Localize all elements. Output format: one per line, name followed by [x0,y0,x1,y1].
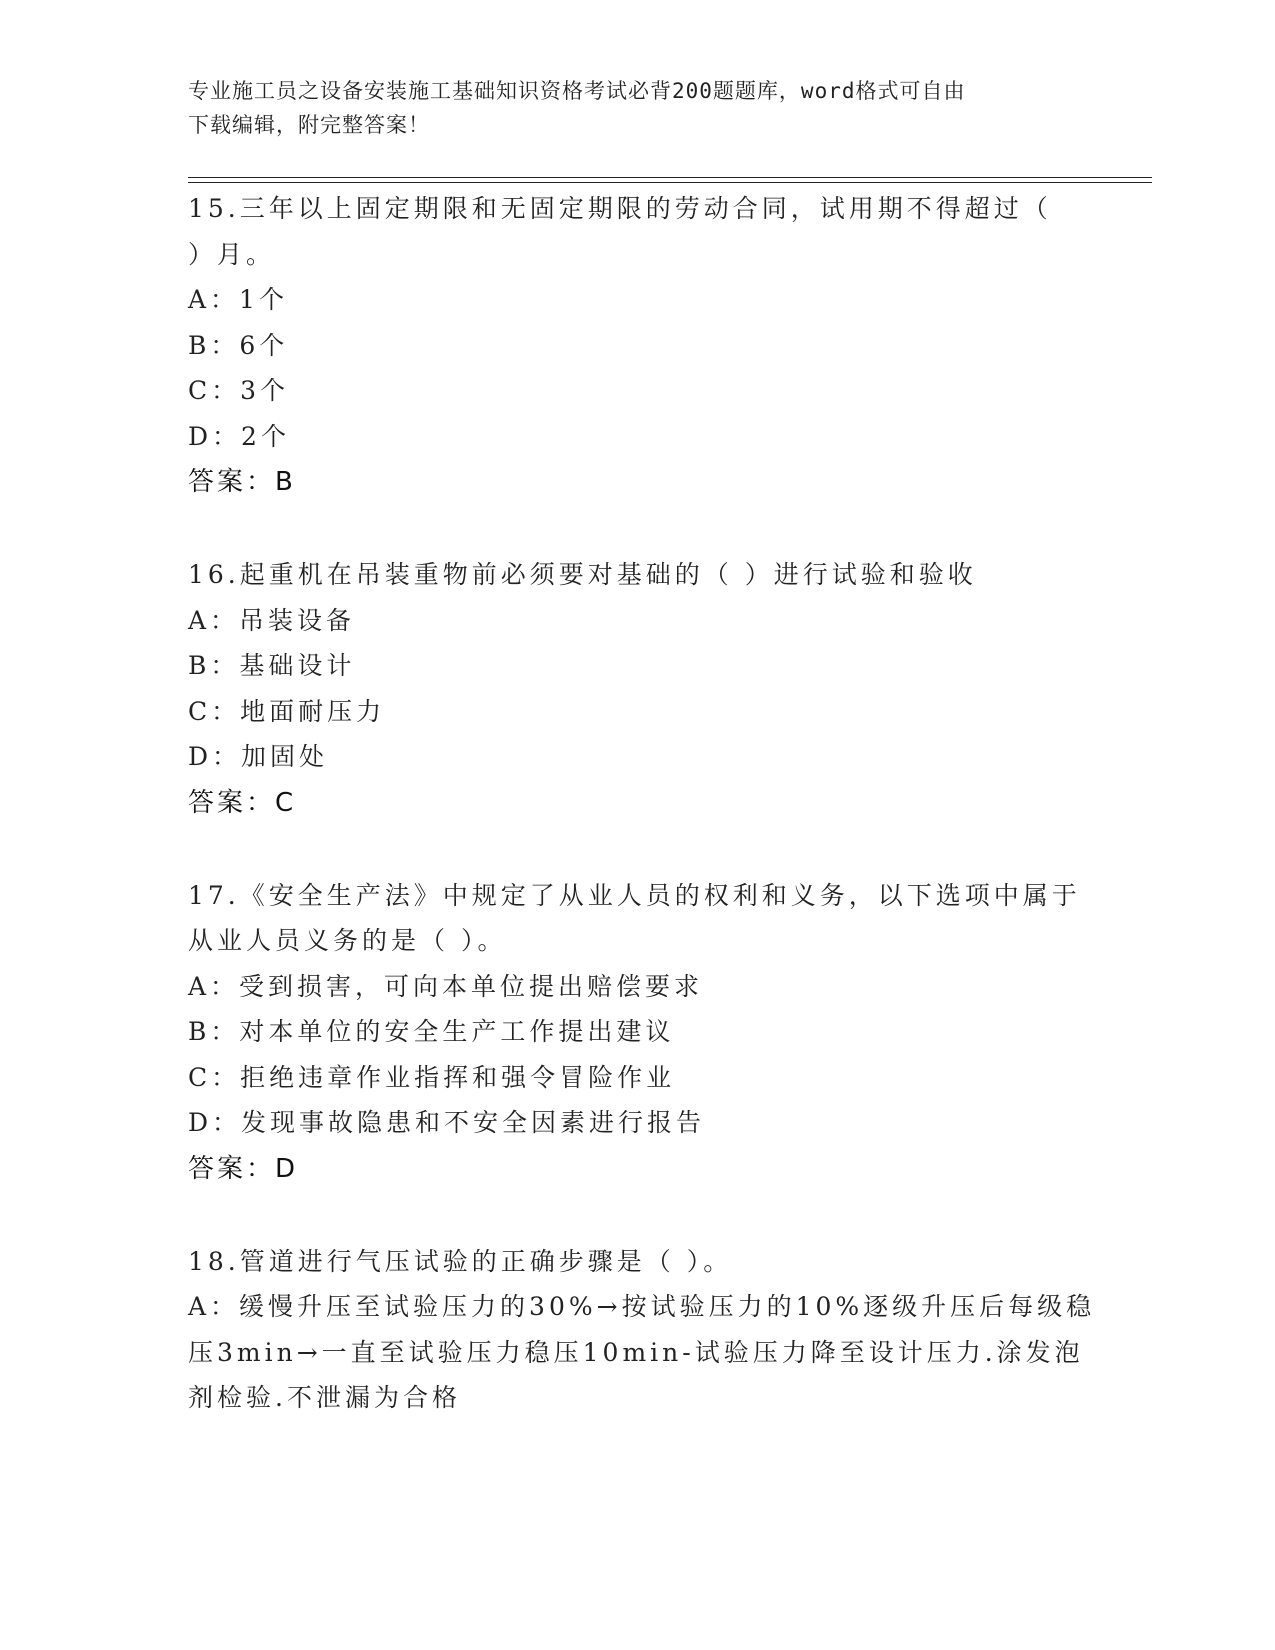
option-a: A：1个 [188,285,288,314]
question-text: 17.《安全生产法》中规定了从业人员的权利和义务，以下选项中属于 [188,880,1081,910]
option-b: B：6个 [188,330,289,360]
document-header [188,74,1068,142]
option-b: B：基础设计 [188,651,356,680]
option-b: B：对本单位的安全生产工作提出建议 [188,1017,675,1046]
answer: 答案：D [188,1153,299,1184]
question-15 [188,186,1088,505]
question-16 [188,552,1088,826]
header-line-1: 专业施工员之设备安装施工基础知识资格考试必背200题题库，word格式可自由 [188,79,966,103]
question-text: ）月。 [188,239,276,269]
question-17 [188,873,1088,1192]
option-a: A：缓慢升压至试验压力的30%→按试验压力的10%逐级升压后每级稳 [188,1292,1096,1321]
option-d: D：加固处 [188,742,329,771]
option-a: A：受到损害，可向本单位提出赔偿要求 [188,971,704,1001]
option-a-continued: 压3min→一直至试验压力稳压10min-试验压力降至设计压力.涂发泡 [188,1337,1084,1367]
option-d: D：发现事故隐患和不安全因素进行报告 [188,1108,706,1137]
option-c: C：3个 [188,376,290,405]
answer: 答案：C [188,787,297,818]
question-text: 16.起重机在吊装重物前必须要对基础的（ ）进行试验和验收 [188,560,977,589]
question-text: 从业人员义务的是（ ）。 [188,926,507,955]
option-c: C：拒绝违章作业指挥和强令冒险作业 [188,1062,676,1092]
option-a: A：吊装设备 [188,605,356,635]
question-list [188,186,1096,1468]
question-text: 18.管道进行气压试验的正确步骤是（ ）。 [188,1246,733,1276]
option-a-continued: 剂检验.不泄漏为合格 [188,1383,461,1412]
question-18 [188,1239,1096,1421]
answer: 答案：B [188,467,296,497]
header-line-2: 下载编辑，附完整答案！ [188,113,430,137]
option-c: C：地面耐压力 [188,696,386,726]
header-divider-bottom [188,182,1152,183]
question-text: 15.三年以上固定期限和无固定期限的劳动合同，试用期不得超过（ [188,194,1052,223]
header-divider-top [188,177,1152,178]
option-d: D：2个 [188,421,290,451]
